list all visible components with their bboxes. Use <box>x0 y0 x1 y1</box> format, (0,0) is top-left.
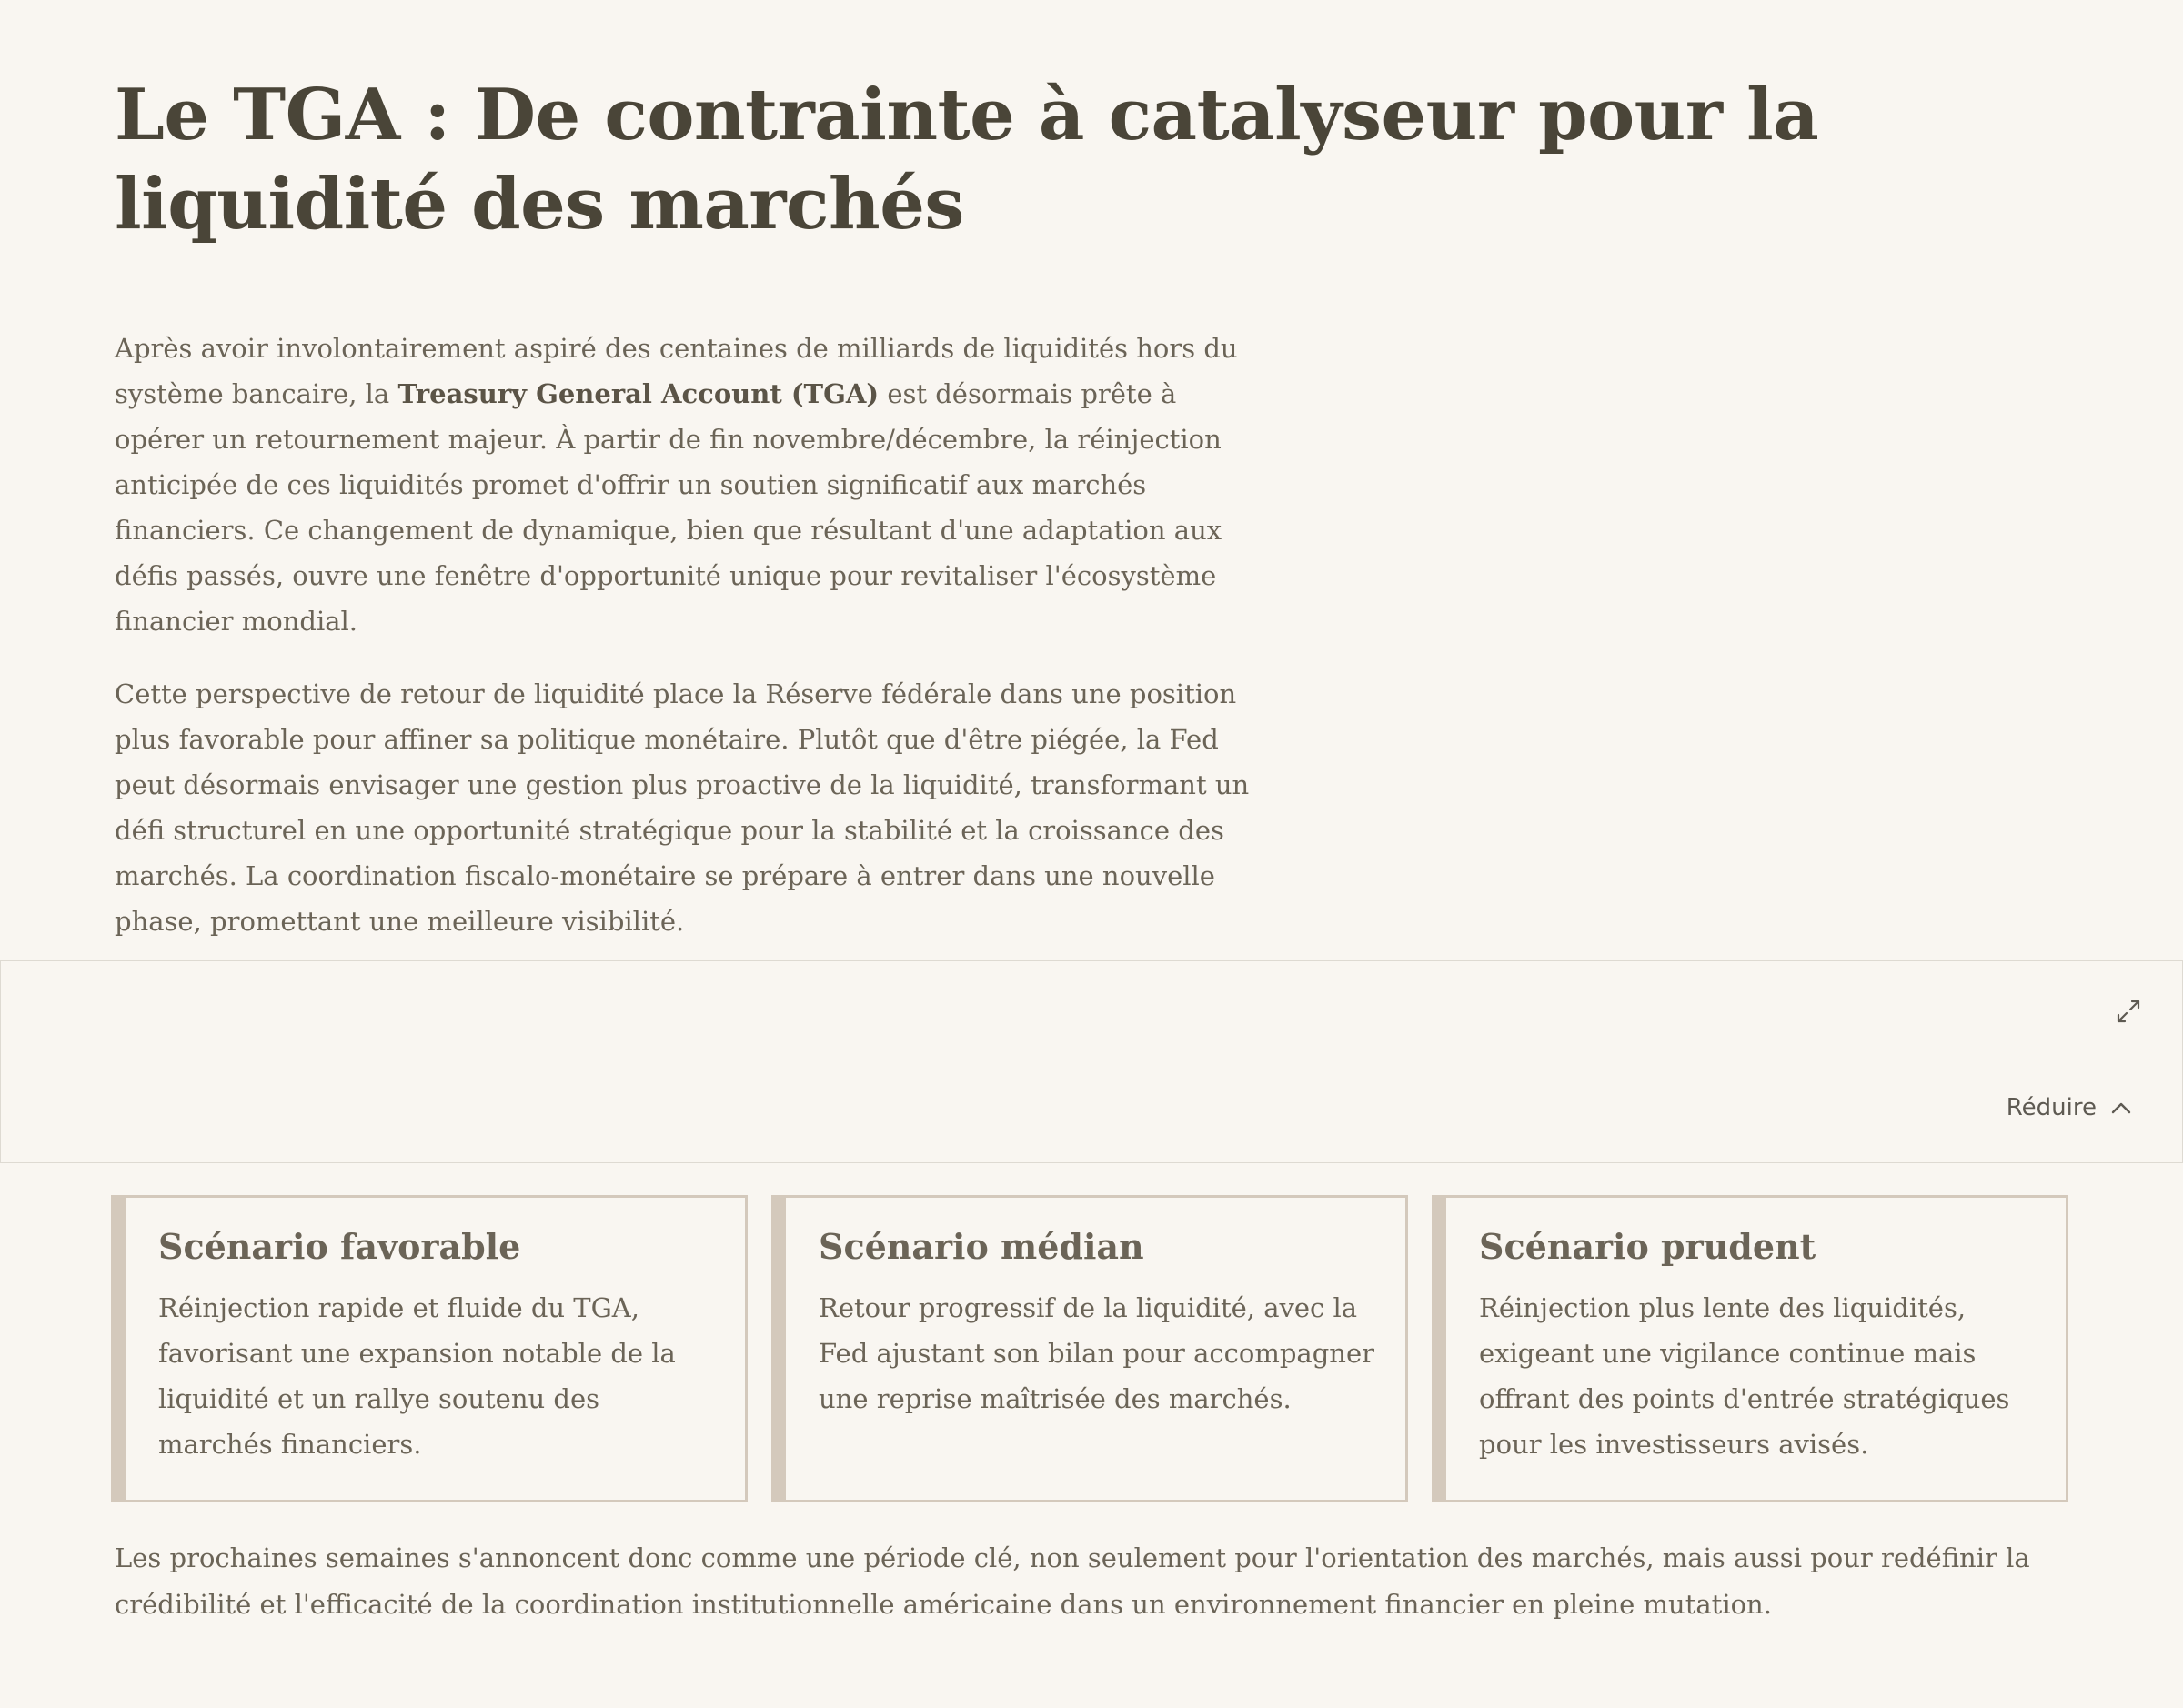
scenario-card-favorable <box>111 1195 748 1502</box>
scenario-text: Réinjection rapide et fluide du TGA, favorisant une expansion notable de la liquidité et un rallye soutenu des marchés financiers. <box>158 1292 676 1460</box>
page-title: Le TGA : De contrainte à catalyseur pour la liquidité des marchés <box>115 74 1819 246</box>
scenario-title: Scénario médian <box>819 1226 1144 1267</box>
scenario-cards <box>111 1195 2068 1502</box>
intro-paragraph-1 <box>115 326 1261 644</box>
conclusion-paragraph: Les prochaines semaines s'annoncent donc comme une période clé, non seulement pour l'orientation des marchés, mais aussi pour redéfinir la crédibilité et l'efficacité de la coordination institutionnelle américaine dans un environnement financier en pleine mutation. <box>115 1542 2030 1620</box>
collapsible-panel <box>0 960 2183 1163</box>
scenario-text: Réinjection plus lente des liquidités, exigeant une vigilance continue mais offrant des points d'entrée stratégiques pour les investisseurs avisés. <box>1479 1292 2010 1460</box>
collapse-button[interactable] <box>2007 1094 2133 1121</box>
intro-p1-text-end: est désormais prête à opérer un retournement majeur. À partir de fin novembre/décembre, la réinjection anticipée de ces liquidités promet d'offrir un soutien significatif aux marchés financiers. Ce changement de dynamique, bien que résultant d'une adaptation aux défis passés, ouvre une fenêtre d'opportunité unique pour revitaliser l'écosystème financier mondial. <box>115 378 1222 637</box>
tga-highlight: Treasury General Account (TGA) <box>397 378 880 409</box>
scenario-card-median <box>771 1195 1408 1502</box>
scenario-text: Retour progressif de la liquidité, avec la Fed ajustant son bilan pour accompagner une reprise maîtrisée des marchés. <box>819 1292 1374 1414</box>
intro-p1-text-start: Après avoir involontairement aspiré des centaines de milliards de liquidités hors du système bancaire, la <box>115 333 1238 409</box>
scenario-card-prudent <box>1432 1195 2068 1502</box>
collapse-label: Réduire <box>2006 1094 2097 1121</box>
intro-paragraph-2: Cette perspective de retour de liquidité place la Réserve fédérale dans une position plus favorable pour affiner sa politique monétaire. Plutôt que d'être piégée, la Fed peut désormais envisager une gestion plus proactive de la liquidité, transformant un défi structurel en une opportunité stratégique pour la stabilité et la croissance des marchés. La coordination fiscalo-monétaire se prépare à entrer dans une nouvelle phase, promettant une meilleure visibilité. <box>115 678 1250 937</box>
chevron-up-icon <box>2109 1096 2133 1120</box>
scenario-title: Scénario prudent <box>1479 1226 1816 1267</box>
expand-arrows-icon[interactable] <box>2115 998 2142 1025</box>
intro-section <box>115 326 1261 971</box>
scenario-title: Scénario favorable <box>158 1226 521 1267</box>
